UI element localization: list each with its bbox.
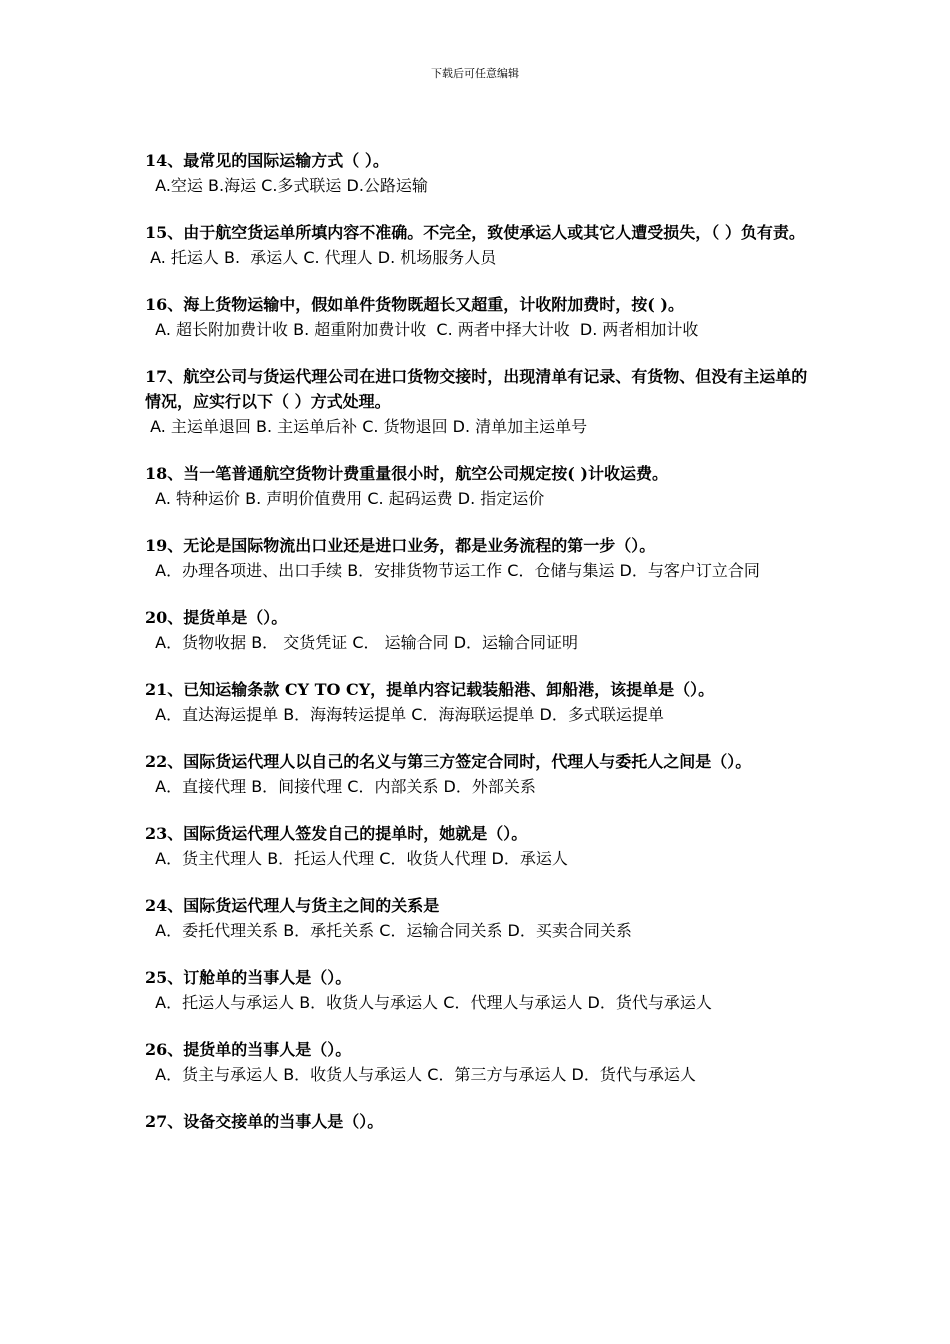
question-stem: 27、设备交接单的当事人是（）。 bbox=[145, 1112, 384, 1131]
question-options: A．货主代理人 B．托运人代理 C．收货人代理 D．承运人 bbox=[145, 849, 568, 868]
question-options: A．办理各项进、出口手续 B．安排货物节运工作 C．仓储与集运 D．与客户订立合同 bbox=[145, 561, 760, 580]
question-options: A．直达海运提单 B．海海转运提单 C．海海联运提单 D．多式联运提单 bbox=[145, 705, 664, 724]
question-stem: 14、最常见的国际运输方式（ ）。 bbox=[145, 151, 389, 170]
question-options: A. 主运单退回 B. 主运单后补 C. 货物退回 D. 清单加主运单号 bbox=[145, 417, 588, 436]
question-stem: 18、当一笔普通航空货物计费重量很小时，航空公司规定按( )计收运费。 bbox=[145, 464, 668, 483]
question-options: A．货主与承运人 B．收货人与承运人 C．第三方与承运人 D．货代与承运人 bbox=[145, 1065, 696, 1084]
question-14 bbox=[145, 148, 815, 198]
question-24 bbox=[145, 893, 815, 943]
question-stem: 22、国际货运代理人以自己的名义与第三方签定合同时，代理人与委托人之间是（）。 bbox=[145, 752, 752, 771]
question-stem: 15、由于航空货运单所填内容不准确。不完全，致使承运人或其它人遭受损失，（ ）负有责。 bbox=[145, 223, 805, 242]
question-18 bbox=[145, 461, 815, 511]
question-15 bbox=[145, 220, 815, 270]
question-options: A．委托代理关系 B．承托关系 C．运输合同关系 D．买卖合同关系 bbox=[145, 921, 632, 940]
question-stem: 25、订舱单的当事人是（）。 bbox=[145, 968, 352, 987]
question-19 bbox=[145, 533, 815, 583]
question-stem: 20、提货单是（）。 bbox=[145, 608, 288, 627]
question-22 bbox=[145, 749, 815, 799]
question-options: A．直接代理 B．间接代理 C．内部关系 D．外部关系 bbox=[145, 777, 536, 796]
question-options: A．托运人与承运人 B．收货人与承运人 C．代理人与承运人 D．货代与承运人 bbox=[145, 993, 712, 1012]
question-options: A. 超长附加费计收 B. 超重附加费计收 C. 两者中择大计收 D. 两者相加计收 bbox=[145, 320, 699, 339]
question-21 bbox=[145, 677, 815, 727]
question-27 bbox=[145, 1109, 815, 1134]
question-stem: 17、航空公司与货运代理公司在进口货物交接时，出现清单有记录、有货物、但没有主运单的情况，应实行以下（ ）方式处理。 bbox=[145, 367, 808, 411]
question-stem: 24、国际货运代理人与货主之间的关系是 bbox=[145, 896, 440, 915]
question-16 bbox=[145, 292, 815, 342]
question-25 bbox=[145, 965, 815, 1015]
question-23 bbox=[145, 821, 815, 871]
question-options: A. 托运人 B. 承运人 C. 代理人 D. 机场服务人员 bbox=[145, 248, 497, 267]
question-stem: 23、国际货运代理人签发自己的提单时，她就是（）。 bbox=[145, 824, 528, 843]
question-options: A. 特种运价 B. 声明价值费用 C. 起码运费 D. 指定运价 bbox=[145, 489, 545, 508]
question-options: A．货物收据 B． 交货凭证 C． 运输合同 D．运输合同证明 bbox=[145, 633, 579, 652]
question-list bbox=[145, 148, 815, 1156]
question-stem: 26、提货单的当事人是（）。 bbox=[145, 1040, 352, 1059]
question-options: A.空运 B.海运 C.多式联运 D.公路运输 bbox=[145, 176, 428, 195]
question-20 bbox=[145, 605, 815, 655]
question-17 bbox=[145, 364, 815, 439]
header-note: 下载后可任意编辑 bbox=[431, 67, 519, 80]
question-stem: 19、无论是国际物流出口业还是进口业务，都是业务流程的第一步（）。 bbox=[145, 536, 656, 555]
question-26 bbox=[145, 1037, 815, 1087]
question-stem: 21、已知运输条款 CY TO CY，提单内容记载装船港、卸船港，该提单是（）。 bbox=[145, 680, 715, 699]
question-stem: 16、海上货物运输中，假如单件货物既超长又超重，计收附加费时，按( )。 bbox=[145, 295, 684, 314]
